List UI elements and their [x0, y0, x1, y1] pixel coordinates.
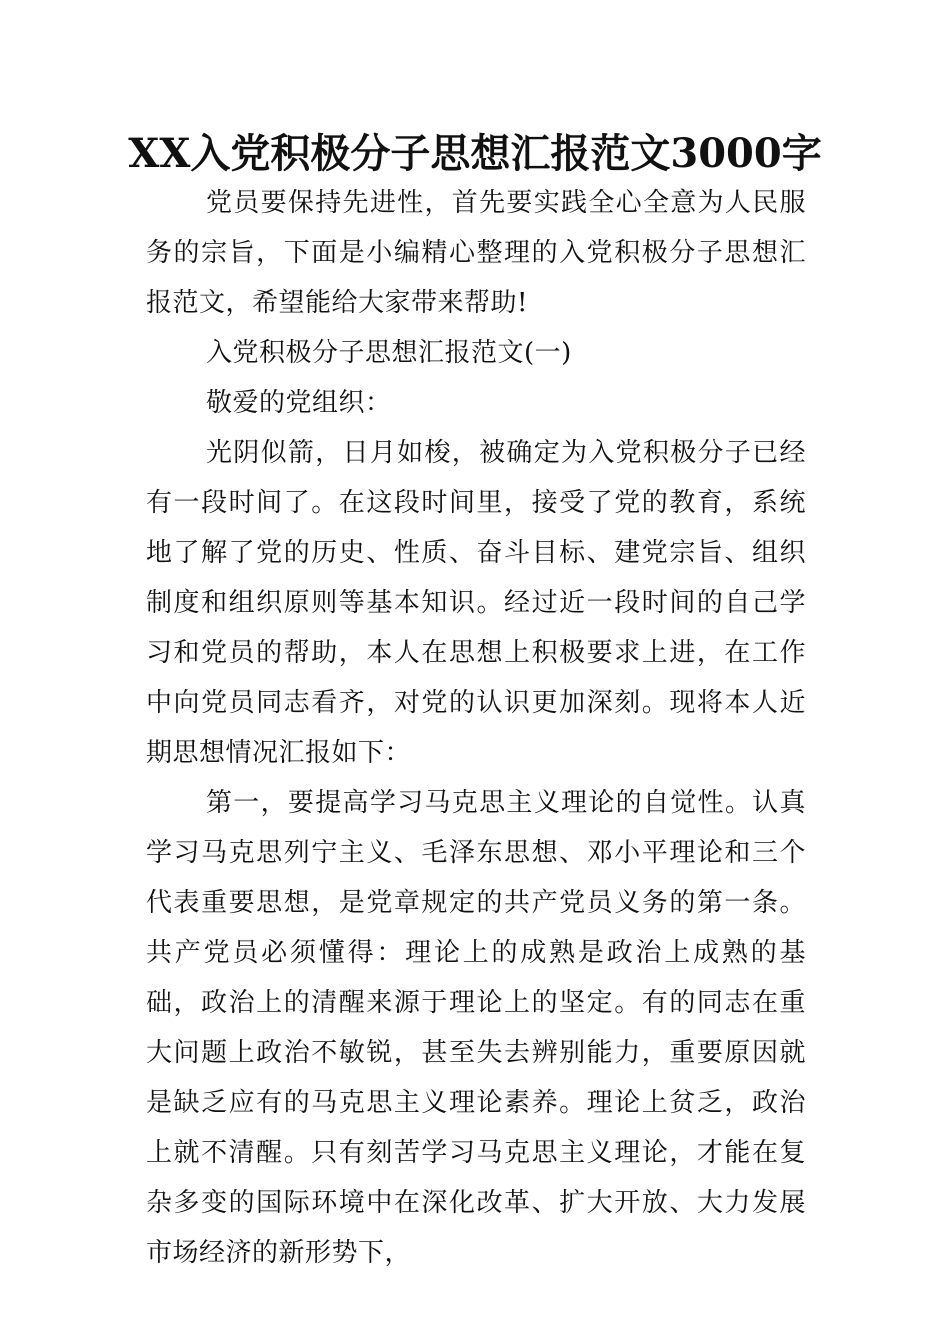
paragraph-salutation: 敬爱的党组织：: [206, 388, 392, 418]
paragraph-body-1: 光阴似箭，日月如梭，被确定为入党积极分子已经有一段时间了。在这段时间里，接受了党的教育，系统地了解了党的历史、性质、奋斗目标、建党宗旨、组织制度和组织原则等基本知识。经过近一段时间的自己学习和党员的帮助，本人在思想上积极要求上进，在工作中向党员同志看齐，对党的认识更加深刻。现将本人近期思想情况汇报如下：: [146, 438, 806, 768]
paragraph-body-2: 第一，要提高学习马克思主义理论的自觉性。认真学习马克思列宁主义、毛泽东思想、邓小平理论和三个代表重要思想，是党章规定的共产党员义务的第一条。共产党员必须懂得：理论上的成熟是政治上成熟的基础，政治上的清醒来源于理论上的坚定。有的同志在重大问题上政治不敏锐，甚至失去辨别能力，重要原因就是缺乏应有的马克思主义理论素养。理论上贫乏，政治上就不清醒。只有刻苦学习马克思主义理论，才能在复杂多变的国际环境中在深化改革、扩大开放、大力发展市场经济的新形势下，: [146, 788, 806, 1268]
document-body: [146, 178, 806, 1278]
document-title: XX入党积极分子思想汇报范文3000字: [128, 130, 822, 177]
paragraph-intro: 党员要保持先进性，首先要实践全心全意为人民服务的宗旨，下面是小编精心整理的入党积极分子思想汇报范文，希望能给大家带来帮助!: [146, 188, 806, 318]
paragraph-section-heading: 入党积极分子思想汇报范文(一): [206, 338, 572, 368]
